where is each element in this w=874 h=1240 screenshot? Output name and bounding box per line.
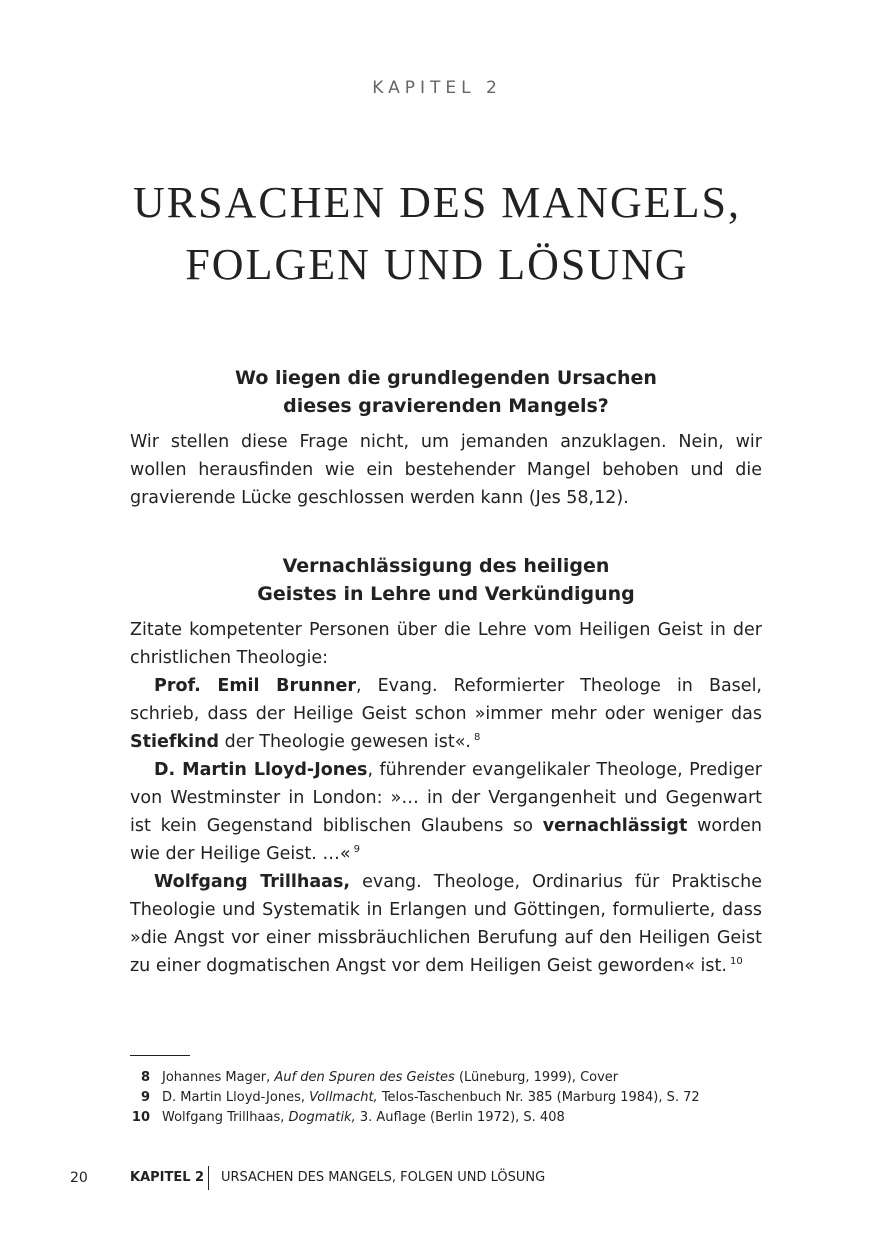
chapter-title bbox=[0, 172, 874, 296]
paragraph-quote-brunner bbox=[130, 672, 762, 756]
footer-separator bbox=[208, 1166, 209, 1190]
chapter-title-line-1: URSACHEN DES MANGELS, bbox=[133, 178, 741, 227]
main-text bbox=[130, 364, 762, 980]
quote-author: Prof. Emil Brunner bbox=[154, 676, 356, 696]
footnote-ref[interactable]: 8 bbox=[474, 732, 481, 744]
paragraph-quotes-intro: Zitate kompetenter Personen über die Lehre vom Heiligen Geist in der christlichen Theologie: bbox=[130, 620, 762, 668]
quote-emphasis: Stiefkind bbox=[130, 732, 220, 752]
page-number: 20 bbox=[70, 1170, 88, 1186]
quote-emphasis: vernachlässigt bbox=[542, 816, 688, 836]
paragraph-quote-lloyd-jones bbox=[130, 756, 762, 868]
section-heading-causes bbox=[130, 364, 762, 420]
footnote-number: 10 bbox=[131, 1110, 150, 1125]
footnote-ref[interactable]: 10 bbox=[729, 956, 743, 968]
footnote-item bbox=[130, 1088, 770, 1108]
quote-text: , Evang. Reformierter Theologe in Basel, schrieb, dass der Heilige Geist schon »immer mehr oder weniger das bbox=[130, 676, 762, 724]
footnote-text: Wolfgang Trillhaas, Dogmatik, 3. Auflage (Berlin 1972), S. 408 bbox=[162, 1110, 565, 1125]
running-footer bbox=[0, 1164, 874, 1194]
quote-text: der Theologie gewesen ist«. bbox=[219, 732, 471, 752]
quote-text: evang. Theologe, Ordinarius für Praktische Theologie und Systematik in Erlangen und Göttingen, formulierte, dass »die Angst vor einer missbräuchlichen Berufung auf den Heiligen Geist zu einer dogmatischen Angst vor dem Heiligen Geist geworden« ist. bbox=[130, 872, 762, 976]
section-heading-neglect bbox=[130, 552, 762, 608]
section-heading-line-2: dieses gravierenden Mangels? bbox=[283, 395, 609, 417]
chapter-kicker: KAPITEL 2 bbox=[372, 78, 502, 98]
quote-text: worden wie der Heilige Geist. …« bbox=[130, 816, 762, 864]
footnote-ref[interactable]: 9 bbox=[353, 844, 360, 856]
section-heading-line-1: Vernachlässigung des heiligen bbox=[282, 555, 610, 577]
footnote-divider bbox=[130, 1055, 190, 1056]
footnote-item bbox=[130, 1068, 770, 1088]
section-heading-line-1: Wo liegen die grundlegenden Ursachen bbox=[235, 367, 657, 389]
footnote-number: 9 bbox=[140, 1090, 150, 1105]
section-heading-line-2: Geistes in Lehre und Verkündigung bbox=[257, 583, 635, 605]
footnotes bbox=[130, 1068, 770, 1128]
paragraph-intro: Wir stellen diese Frage nicht, um jemanden anzuklagen. Nein, wir wollen herausfinden wie ein bestehender Mangel behoben und die gravierende Lücke geschlossen werden kann (Jes 58,12). bbox=[130, 432, 762, 508]
footnote-number: 8 bbox=[140, 1070, 150, 1085]
footnote-text: D. Martin Lloyd-Jones, Vollmacht, Telos-Taschenbuch Nr. 385 (Marburg 1984), S. 72 bbox=[162, 1090, 700, 1105]
chapter-title-line-2: FOLGEN UND LÖSUNG bbox=[185, 240, 689, 289]
footnote-text: Johannes Mager, Auf den Spuren des Geistes (Lüneburg, 1999), Cover bbox=[162, 1070, 619, 1085]
footnote-item bbox=[130, 1108, 770, 1128]
footer-chapter-title: URSACHEN DES MANGELS, FOLGEN UND LÖSUNG bbox=[221, 1170, 546, 1185]
paragraph-quote-trillhaas bbox=[130, 868, 762, 980]
quote-text: , führender evangelikaler Theologe, Prediger von Westminster in London: »… in der Vergangenheit und Gegenwart ist kein Gegenstand biblischen Glaubens so bbox=[130, 760, 762, 836]
quote-author: D. Martin Lloyd-Jones bbox=[154, 760, 368, 780]
quote-author: Wolfgang Trillhaas, bbox=[154, 872, 351, 892]
footer-chapter-label: KAPITEL 2 bbox=[130, 1170, 205, 1185]
